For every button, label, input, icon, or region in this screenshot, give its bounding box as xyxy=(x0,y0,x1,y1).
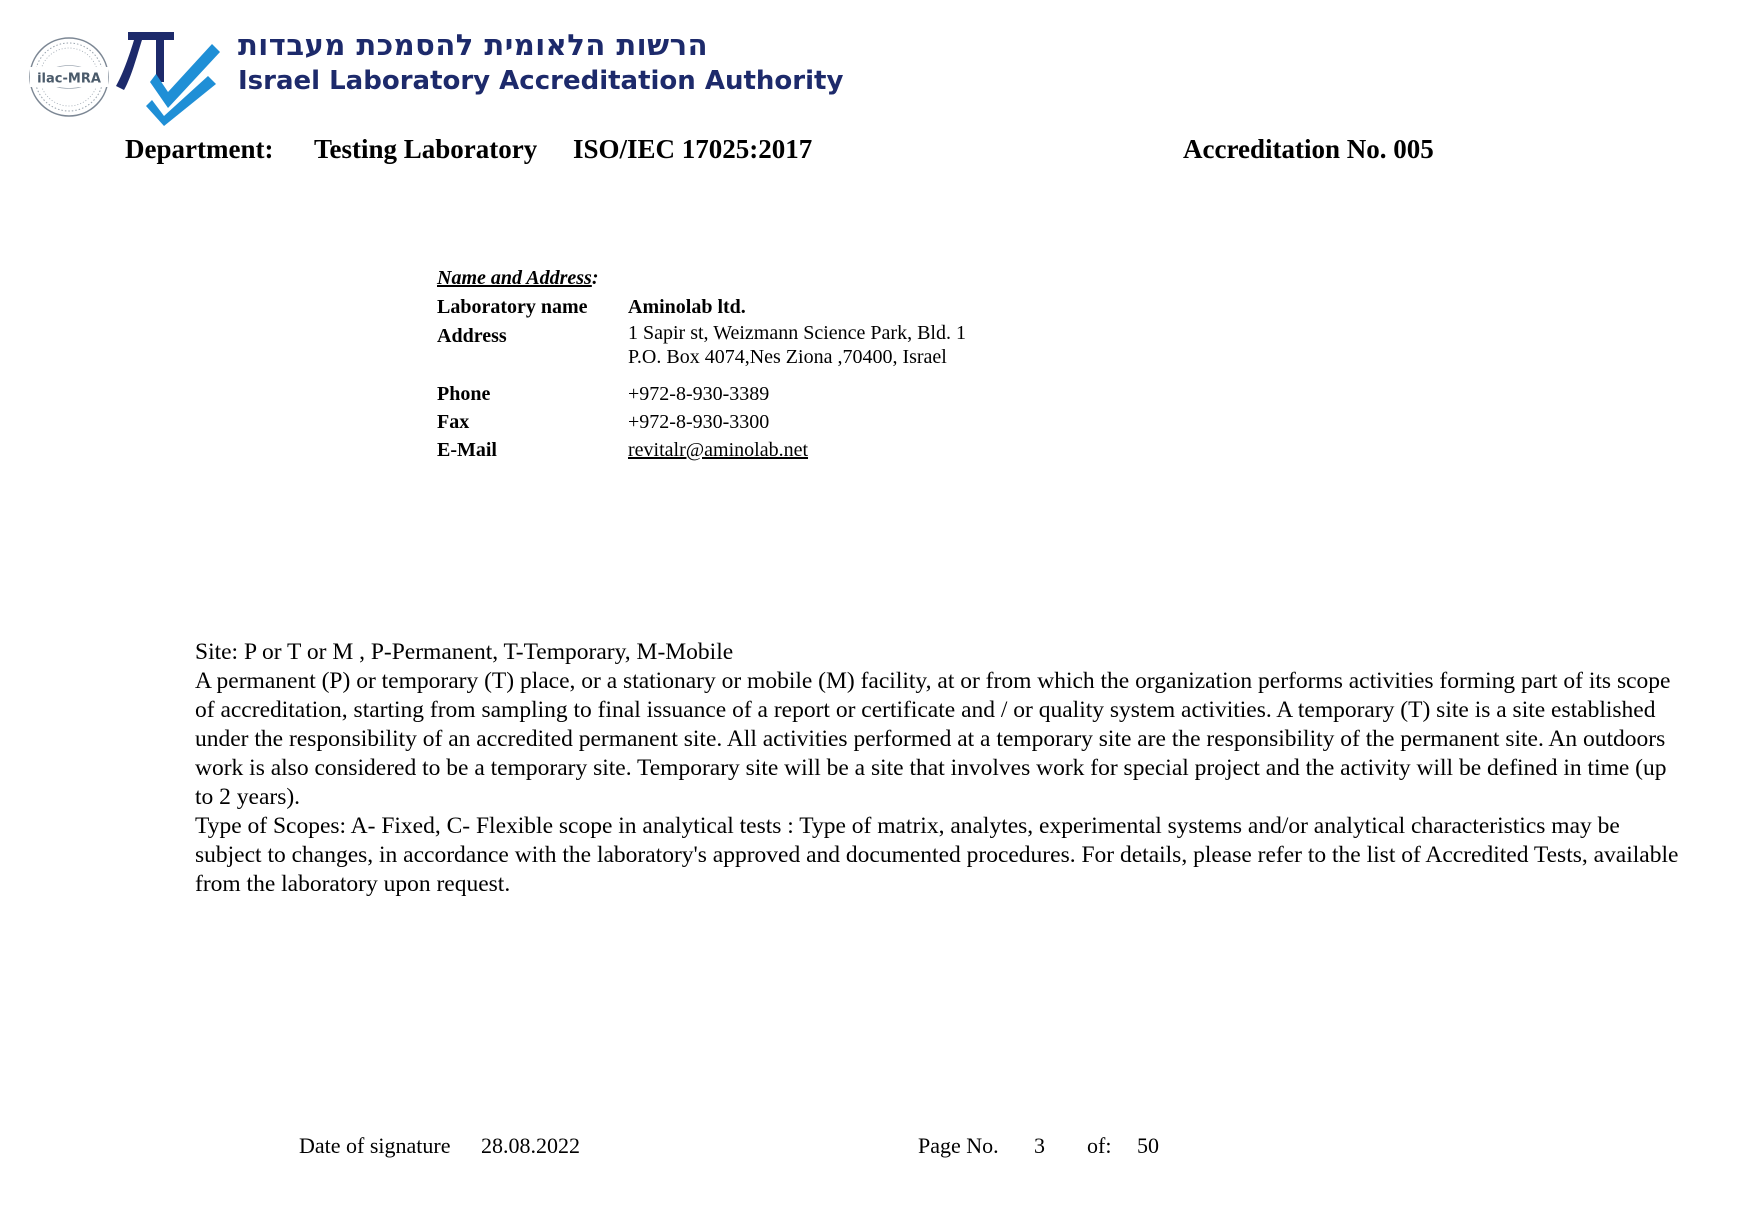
org-name-english: Israel Laboratory Accreditation Authority xyxy=(238,66,844,96)
ilac-mra-logo xyxy=(28,36,110,118)
of-label: of: xyxy=(1087,1133,1112,1158)
notes-section xyxy=(195,638,1685,899)
department-label: Department: xyxy=(125,134,274,164)
accreditation-number: Accreditation No. 005 xyxy=(1183,134,1434,164)
phone-value: +972-8-930-3389 xyxy=(628,383,770,405)
section-title: Name and Address: xyxy=(437,267,599,289)
fax-label: Fax xyxy=(437,411,470,433)
address-label: Address xyxy=(437,325,507,347)
phone-label: Phone xyxy=(437,383,491,405)
site-definition: Site: P or T or M , P-Permanent, T-Temporary, M-Mobile xyxy=(195,639,734,665)
org-name-hebrew: הרשות הלאומית להסמכת מעבדות xyxy=(238,28,708,62)
department-value: Testing Laboratory xyxy=(314,134,538,164)
address-line-1: 1 Sapir st, Weizmann Science Park, Bld. 1 xyxy=(628,322,966,344)
email-link[interactable]: revitalr@aminolab.net xyxy=(628,439,809,461)
address-line-2: P.O. Box 4074,Nes Ziona ,70400, Israel xyxy=(628,346,947,368)
scope-types: Type of Scopes: A- Fixed, C- Flexible scope in analytical tests : Type of matrix, analytes, experimental systems and/or analytical characteristics may be subject to changes, in accordance with the laboratory's approved and documented procedures. For details, please refer to the list of Accredited Tests, available from the laboratory upon request. xyxy=(195,813,1679,897)
standard: ISO/IEC 17025:2017 xyxy=(573,134,813,164)
ilaa-logo xyxy=(116,22,222,126)
fax-value: +972-8-930-3300 xyxy=(628,411,770,433)
date-label: Date of signature xyxy=(299,1133,451,1158)
total-pages: 50 xyxy=(1137,1133,1159,1158)
lab-name-value: Aminolab ltd. xyxy=(628,296,746,318)
page-label: Page No. xyxy=(918,1133,999,1158)
lab-name-label: Laboratory name xyxy=(437,296,588,318)
page-number: 3 xyxy=(1034,1133,1045,1158)
site-description: A permanent (P) or temporary (T) place, or a stationary or mobile (M) facility, at or from which the organization performs activities forming part of its scope of accreditation, starting from sampling to final issuance of a report or certificate and / or quality system activities. A temporary (T) site is a site established under the responsibility of an accredited permanent site. All activities performed at a temporary site are the responsibility of the permanent site. An outdoors work is also considered to be a temporary site. Temporary site will be a site that involves work for special project and the activity will be defined in time (up to 2 years). xyxy=(195,668,1671,810)
date-value: 28.08.2022 xyxy=(481,1133,580,1158)
svg-text:ilac-MRA: ilac-MRA xyxy=(37,71,101,87)
email-label: E-Mail xyxy=(437,439,497,461)
